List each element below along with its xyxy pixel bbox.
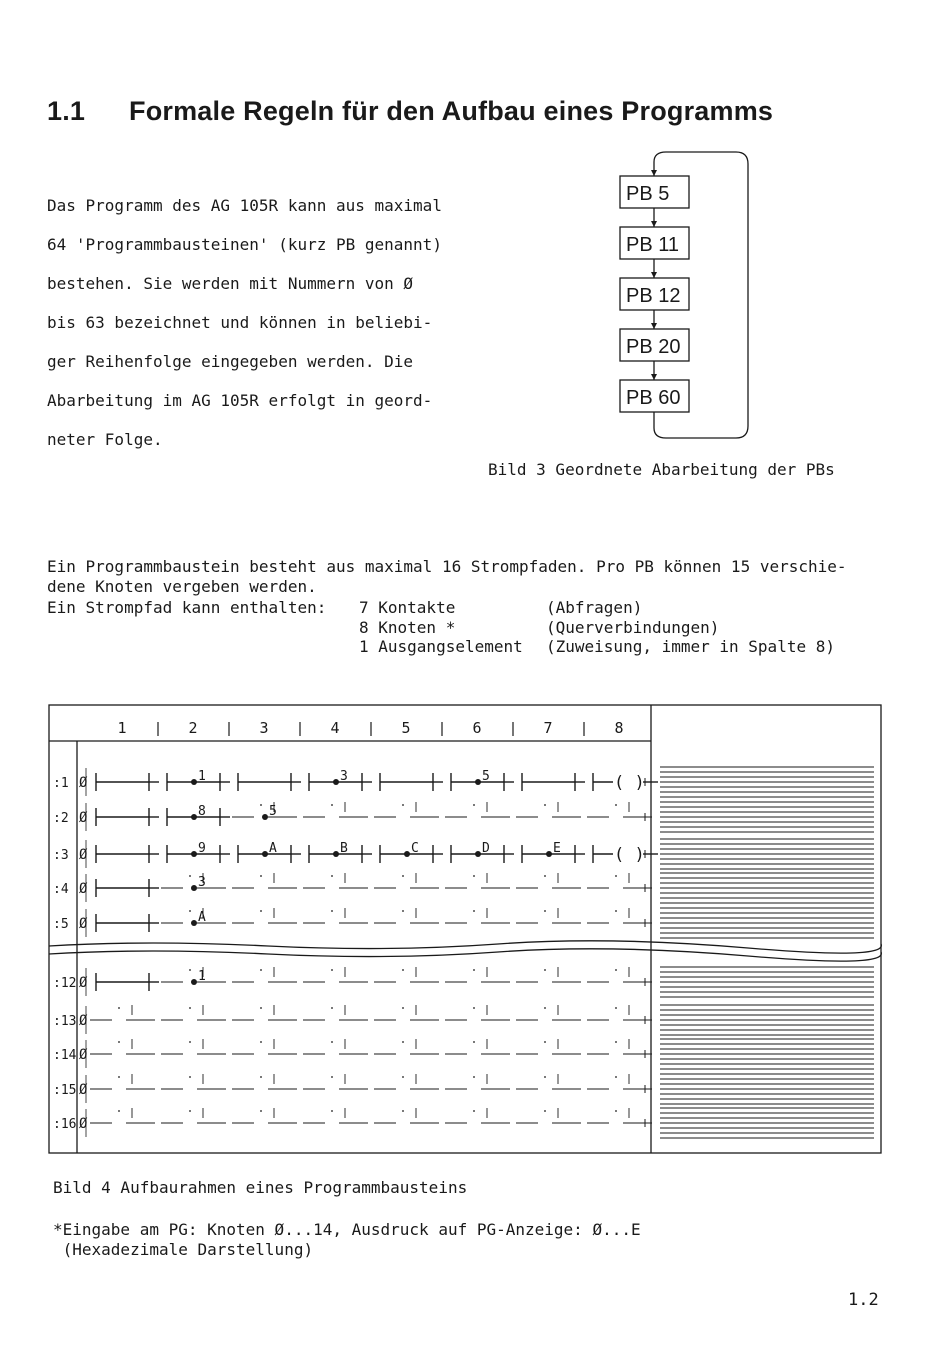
flow-arrow-head (651, 374, 657, 380)
grid-dot (189, 875, 191, 877)
node-dot (191, 920, 197, 926)
grid-dot (473, 1076, 475, 1078)
contents-item: 1 Ausgangselement (359, 637, 523, 656)
row-label: :16 (53, 1117, 77, 1132)
column-label: 7 (543, 719, 553, 737)
grid-dot (473, 875, 475, 877)
grid-dot (189, 1007, 191, 1009)
intro-line: bis 63 bezeichnet und können in beliebi- (47, 312, 433, 332)
node-label: 3 (198, 875, 206, 890)
grid-dot (473, 804, 475, 806)
row-label: :13 (53, 1014, 77, 1029)
grid-dot (402, 875, 404, 877)
intro-line: ger Reihenfolge eingegeben werden. Die (47, 351, 414, 371)
column-label: 8 (614, 719, 624, 737)
grid-dot (331, 910, 333, 912)
contents-note: (Abfragen) (546, 598, 643, 617)
node-dot (333, 779, 339, 785)
row-start-symbol: Ø (79, 1082, 88, 1098)
footnote-line: (Hexadezimale Darstellung) (53, 1240, 314, 1259)
grid-dot (402, 910, 404, 912)
column-label: 4 (330, 719, 340, 737)
node-dot (404, 851, 410, 857)
grid-dot (331, 804, 333, 806)
node-dot (262, 851, 268, 857)
grid-dot (544, 875, 546, 877)
grid-dot (615, 1007, 617, 1009)
grid-dot (473, 910, 475, 912)
node-label: B (340, 841, 348, 856)
intro-line: neter Folge. (47, 429, 163, 449)
pb-block-label: PB 12 (626, 285, 681, 307)
column-label: 5 (401, 719, 411, 737)
flow-arrow-head (651, 170, 657, 176)
contents-item: 8 Knoten * (359, 617, 456, 637)
grid-dot (544, 910, 546, 912)
grid-dot (331, 1007, 333, 1009)
pb-block-label: PB 11 (626, 234, 679, 256)
intro-line: bestehen. Sie werden mit Nummern von Ø (47, 273, 414, 293)
node-label: E (553, 841, 561, 856)
break-line-bottom (49, 949, 881, 961)
row-label: :5 (53, 917, 69, 932)
grid-dot (260, 1007, 262, 1009)
grid-dot (331, 875, 333, 877)
grid-dot (331, 969, 333, 971)
node-label: 8 (198, 804, 206, 819)
grid-dot (473, 1110, 475, 1112)
grid-dot (189, 1041, 191, 1043)
grid-dot (615, 969, 617, 971)
row-label: :1 (53, 776, 69, 791)
contents-item: 7 Kontakte (359, 598, 456, 617)
figure-4-caption: Bild 4 Aufbaurahmen eines Programmbausteins (53, 1178, 468, 1197)
node-label: A (269, 841, 277, 856)
grid-dot (331, 1076, 333, 1078)
grid-dot (402, 969, 404, 971)
grid-dot (473, 1007, 475, 1009)
output-coil: ( ) (614, 845, 645, 865)
intro-paragraph (47, 176, 467, 469)
node-dot (191, 814, 197, 820)
column-label: 6 (472, 719, 482, 737)
grid-dot (544, 1041, 546, 1043)
grid-dot (118, 1076, 120, 1078)
grid-dot (260, 804, 262, 806)
footnote-line: *Eingabe am PG: Knoten Ø...14, Ausdruck auf PG-Anzeige: Ø...E (53, 1220, 641, 1239)
row-label: :12 (53, 976, 77, 991)
grid-dot (260, 875, 262, 877)
intro-line: Abarbeitung im AG 105R erfolgt in geord- (47, 390, 433, 410)
column-label: 1 (117, 719, 127, 737)
node-label: 9 (198, 841, 206, 856)
strompfad-contents (47, 598, 835, 657)
grid-dot (118, 1110, 120, 1112)
grid-dot (189, 969, 191, 971)
contents-lead: Ein Strompfad kann enthalten: (47, 598, 327, 617)
grid-dot (402, 804, 404, 806)
grid-dot (118, 1007, 120, 1009)
grid-dot (189, 1110, 191, 1112)
node-label: 5 (269, 804, 277, 819)
grid-dot (544, 804, 546, 806)
grid-dot (402, 1041, 404, 1043)
column-label: 3 (259, 719, 269, 737)
program-block-frame (48, 704, 884, 1156)
node-label: 5 (482, 769, 490, 784)
contents-row (47, 637, 835, 657)
column-label: 2 (188, 719, 198, 737)
pb-block-label: PB 5 (626, 183, 670, 205)
grid-dot (189, 1076, 191, 1078)
paragraph-line: dene Knoten vergeben werden. (47, 576, 317, 596)
contents-note: (Zuweisung, immer in Spalte 8) (546, 637, 835, 656)
row-start-symbol: Ø (79, 810, 88, 826)
grid-dot (402, 1110, 404, 1112)
row-start-symbol: Ø (79, 1013, 88, 1029)
grid-dot (544, 1007, 546, 1009)
section-heading (47, 96, 773, 127)
node-label: 1 (198, 969, 206, 984)
grid-dot (544, 969, 546, 971)
grid-dot (544, 1076, 546, 1078)
row-label: :2 (53, 811, 69, 826)
grid-dot (189, 910, 191, 912)
grid-dot (331, 1041, 333, 1043)
pb-block-label: PB 60 (626, 387, 681, 409)
grid-dot (118, 1041, 120, 1043)
grid-dot (615, 804, 617, 806)
page-number: 1.2 (848, 1290, 879, 1310)
grid-dot (615, 1041, 617, 1043)
node-dot (191, 779, 197, 785)
row-start-symbol: Ø (79, 775, 88, 791)
row-label: :15 (53, 1083, 77, 1098)
grid-dot (260, 1110, 262, 1112)
grid-dot (473, 1041, 475, 1043)
contents-note: (Querverbindungen) (546, 617, 720, 637)
contents-row (47, 598, 835, 618)
row-label: :4 (53, 882, 69, 897)
grid-dot (260, 910, 262, 912)
node-label: C (411, 841, 419, 856)
strompfad-paragraph (47, 557, 907, 596)
row-start-symbol: Ø (79, 847, 88, 863)
node-dot (191, 885, 197, 891)
node-dot (475, 779, 481, 785)
grid-dot (402, 1007, 404, 1009)
grid-dot (615, 875, 617, 877)
paragraph-line: Ein Programmbaustein besteht aus maximal 16 Strompfaden. Pro PB können 15 verschie- (47, 557, 847, 576)
row-start-symbol: Ø (79, 975, 88, 991)
grid-dot (260, 1076, 262, 1078)
grid-dot (544, 1110, 546, 1112)
node-dot (475, 851, 481, 857)
node-label: A (198, 910, 206, 925)
footnote (53, 1220, 641, 1260)
node-label: D (482, 841, 490, 856)
grid-dot (260, 1041, 262, 1043)
node-dot (262, 814, 268, 820)
row-start-symbol: Ø (79, 916, 88, 932)
grid-dot (402, 1076, 404, 1078)
output-coil: ( ) (614, 773, 645, 793)
contents-row (47, 618, 835, 638)
grid-dot (615, 910, 617, 912)
node-dot (333, 851, 339, 857)
node-dot (191, 851, 197, 857)
section-number: 1.1 (47, 96, 86, 127)
grid-dot (260, 969, 262, 971)
section-title: Formale Regeln für den Aufbau eines Programms (129, 96, 774, 127)
pb-block-label: PB 20 (626, 336, 681, 358)
node-dot (191, 979, 197, 985)
grid-dot (615, 1110, 617, 1112)
node-label: 3 (340, 769, 348, 784)
pb-flow-diagram (600, 148, 760, 448)
node-label: 1 (198, 769, 206, 784)
grid-dot (615, 1076, 617, 1078)
intro-line: 64 'Programmbausteinen' (kurz PB genannt) (47, 234, 442, 254)
row-label: :14 (53, 1048, 77, 1063)
grid-dot (331, 1110, 333, 1112)
flow-arrow-head (651, 323, 657, 329)
row-label: :3 (53, 848, 69, 863)
flow-arrow-head (651, 221, 657, 227)
row-start-symbol: Ø (79, 881, 88, 897)
figure-3-caption: Bild 3 Geordnete Abarbeitung der PBs (488, 460, 835, 479)
grid-dot (473, 969, 475, 971)
flow-arrow-head (651, 272, 657, 278)
intro-line: Das Programm des AG 105R kann aus maximal (47, 195, 442, 215)
node-dot (546, 851, 552, 857)
row-start-symbol: Ø (79, 1047, 88, 1063)
row-start-symbol: Ø (79, 1116, 88, 1132)
